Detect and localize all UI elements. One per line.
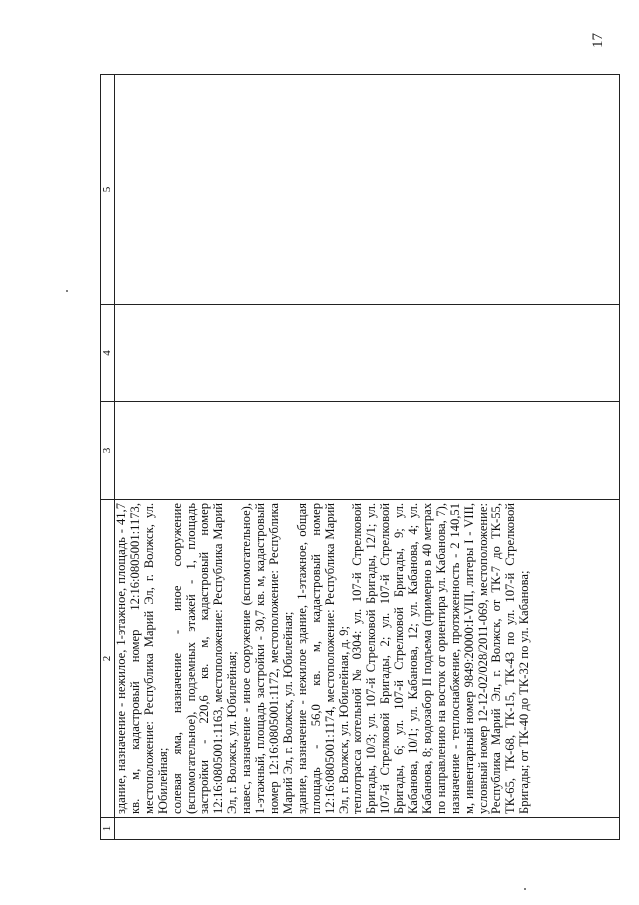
- column-3-cell: [115, 402, 620, 500]
- property-entry-salt-pit-1163: солевая яма, назначение - иное сооружение (вспомогательное), подземных этажей - 1, площадь застройки - 220,6 кв. м, кадастровый номер 12:16:0805001:1163, местоположение: Республика Марий Эл, г. Волжск, ул. Юбилейная;: [169, 503, 240, 814]
- scan-speck: [524, 888, 526, 890]
- scan-speck: [66, 290, 68, 292]
- property-table: [100, 74, 620, 840]
- column-header-5: 5: [101, 75, 115, 305]
- property-entry-building-1174: здание, назначение - нежилое здание, 1-этажное, общая площадь - 56,0 кв. м, кадастровый номер 12:16:0805001:1174, местоположение: Республика Марий Эл, г. Волжск, ул. Юбилейная, д. 9;: [294, 503, 351, 814]
- table-header-row: [101, 75, 115, 840]
- property-description-cell: [115, 500, 620, 818]
- column-header-2: 2: [101, 500, 115, 818]
- property-entry-heating-main: теплотрасса котельной № 0304: ул. 107-й Стрелковой Бригады, 10/3; ул. 107-й Стрелковой Бригады, 12/1; ул. 107-й Стрелковой Бригады, 2; ул. 107-й Стрелковой Бригады, 6; ул. 107-й Стрелковой Бригады, 9; ул. Кабанова, 10/1; ул. Кабанова, 12; ул. Кабанова, 4; ул. Кабанова, 8; водозабор II подъема (примерно в 40 метрах по направлению на восток от ориентира ул. Кабанова, 7), назначение - теплоснабжение, протяженность - 2 140,51 м, инвентарный номер 9849:20000:I-VIII, литеры I - VIII, условный номер 12-12-02/028/2011-069, местоположение: Республика Марий Эл, г. Волжск, от ТК-7 до ТК-55, ТК-65, ТК-68, ТК-15, ТК-43 по ул. 107-й Стрелковой Бригады; от ТК-40 до ТК-32 по ул. Кабанова;: [350, 503, 532, 814]
- rotated-table-sheet: [100, 75, 620, 840]
- property-entry-canopy-1172: навес, назначение - иное сооружение (вспомогательное), 1-этажный, площадь застройки - 30,7 кв. м, кадастровый номер 12:16:0805001:1172, местоположение: Республика Марий Эл, г. Волжск, ул. Юбилейная;: [239, 503, 295, 814]
- property-entry-building-1173: здание, назначение - нежилое, 1-этажное, площадь - 41,7 кв. м, кадастровый номер 12:16:0805001:1173, местоположение: Республика Марий Эл, г. Волжск, ул. Юбилейная;: [114, 503, 170, 814]
- column-header-3: 3: [101, 402, 115, 500]
- column-header-1: 1: [101, 818, 115, 840]
- column-1-cell: [115, 818, 620, 840]
- column-header-4: 4: [101, 305, 115, 402]
- column-5-cell: [115, 75, 620, 305]
- page-number: 17: [590, 33, 606, 48]
- table-row: [115, 75, 620, 840]
- column-4-cell: [115, 305, 620, 402]
